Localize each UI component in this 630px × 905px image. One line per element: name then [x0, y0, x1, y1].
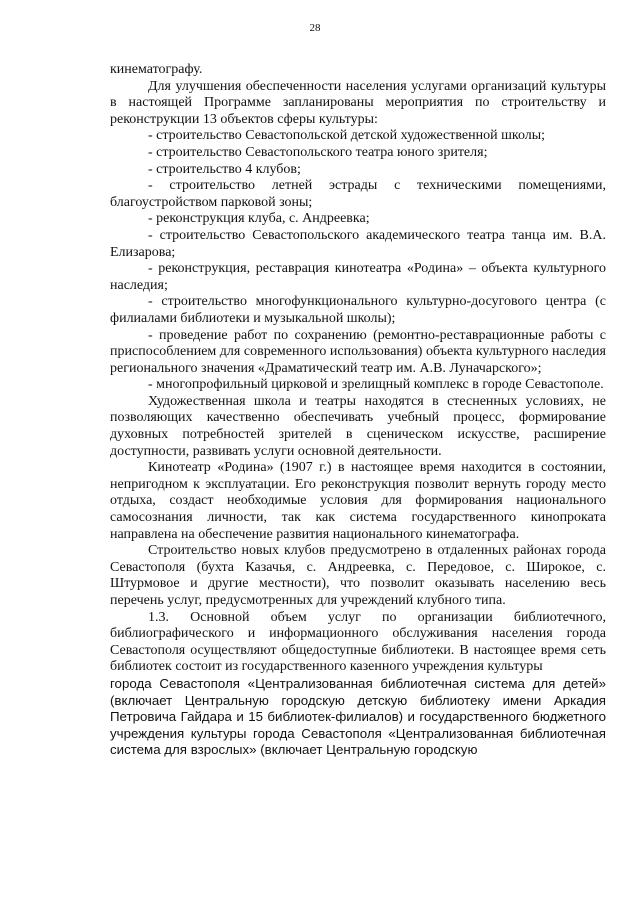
paragraph: - строительство Севастопольской детской художественной школы; — [148, 128, 546, 144]
paragraph: - строительство 4 клубов; — [148, 161, 301, 177]
paragraph: - строительство Севастопольского академического театра танца им. В.А. Елизарова; — [110, 227, 606, 260]
paragraph: Строительство новых клубов предусмотрено в отдаленных районах города Севастополя (бухта Казачья, с. Андреевка, с. Передовое, с. Широкое, с. Штурмовое и другие местности), что позволит оказывать населению весь перечень услуг, предусмотренных для учреждений клубного типа. — [110, 543, 606, 608]
paragraph: кинематографу. — [110, 62, 203, 77]
paragraph: - строительство многофункционального культурно-досугового центра (с филиалами библиотеки и музыкальной школы); — [110, 294, 606, 326]
page-number: 28 — [309, 22, 321, 34]
paragraph: Кинотеатр «Родина» (1907 г.) в настоящее время находится в состоянии, непригодном к эксплуатации. Его реконструкция позволит вернуть городу место отдыха, создаст необходимые условия для формирования национального самосознания личности, так как система государственного кинопроката направлена на обеспечение развития национального кинематографа. — [110, 460, 606, 542]
document-body — [110, 62, 606, 759]
paragraph: - реконструкция клуба, с. Андреевка; — [148, 211, 370, 227]
paragraph: Для улучшения обеспеченности населения услугами организаций культуры в настоящей Программе запланированы мероприятия по строительству и реконструкции 13 объектов сферы культуры: — [110, 78, 606, 127]
paragraph: города Севастополя «Централизованная библиотечная система для детей» (включает Центральную городскую детскую библиотеку имени Аркадия Петровича Гайдара и 15 библиотек-филиалов) и государственного бюджетного учреждения культуры города Севастополя «Централизованная библиотечная система для взрослых» (включает Центральную городскую — [110, 675, 606, 758]
paragraph: - реконструкция, реставрация кинотеатра «Родина» – объекта культурного наследия; — [110, 261, 606, 293]
paragraph: 1.3. Основной объем услуг по организации библиотечного, библиографического и информационного обслуживания населения города Севастополя осуществляют общедоступные библиотеки. В настоящее время сеть библиотек состоит из государственного казенного учреждения культуры — [110, 609, 606, 675]
paragraph: - проведение работ по сохранению (ремонтно-реставрационные работы с приспособлением для современного использования) объекта культурного наследия регионального значения «Драматический театр им. А.В. Луначарского»; — [110, 327, 606, 376]
paragraph: - строительство летней эстрады с техническими помещениями, благоустройством парковой зоны; — [110, 178, 606, 210]
paragraph: - многопрофильный цирковой и зрелищный комплекс в городе Севастополе. — [148, 377, 604, 393]
paragraph: - строительство Севастопольского театра юного зрителя; — [148, 144, 488, 160]
paragraph: Художественная школа и театры находятся в стесненных условиях, не позволяющих качественно обеспечивать учебный процесс, формирование духовных потребностей зрителей в сценическом искусстве, расширение доступности, развивать услуги основной деятельности. — [110, 393, 606, 459]
